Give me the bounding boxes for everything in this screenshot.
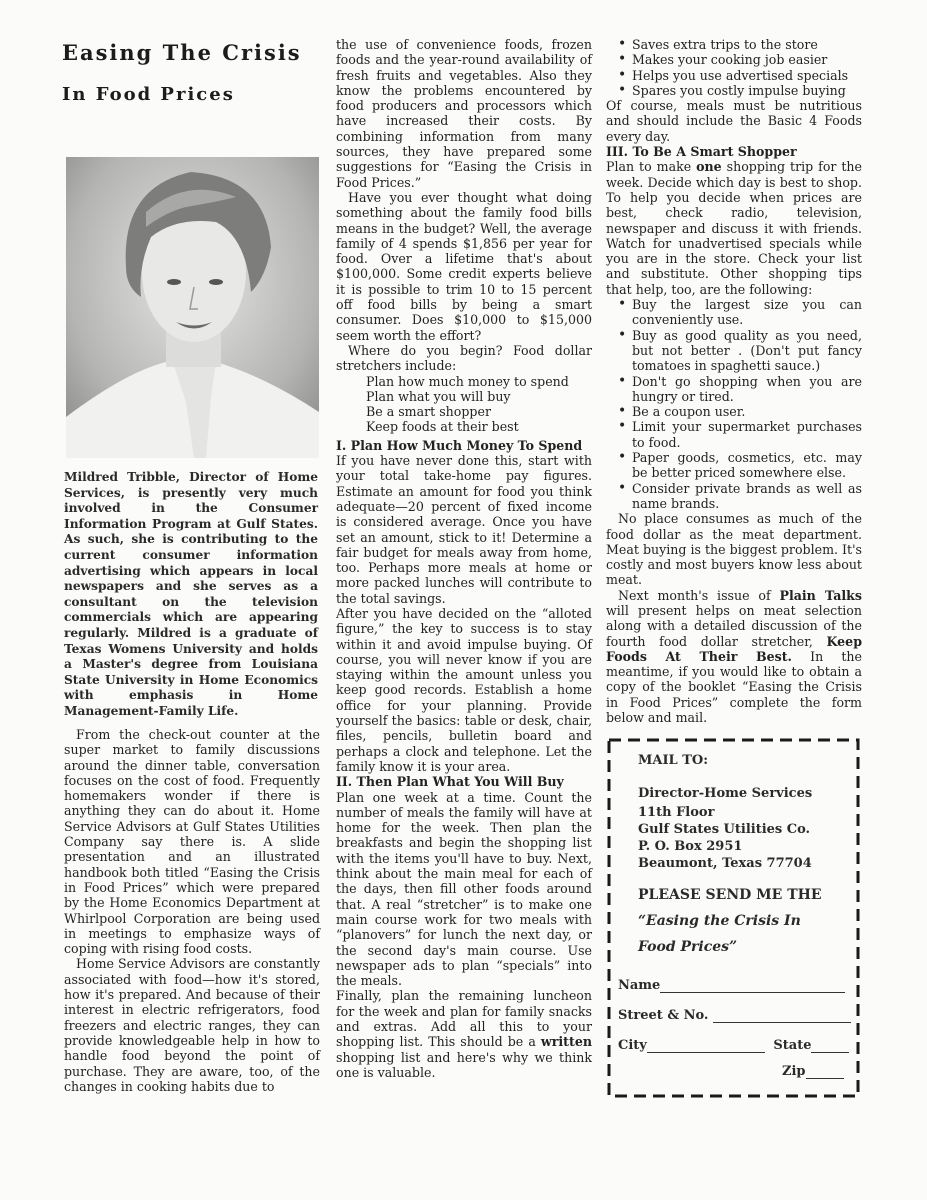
next-month-paragraph: Next month's issue of Plain Talks will present helps on meat selection along with a detailed discussion of the fourth food dollar stretcher, Keep Foods At Their Best. In the meantime, if you would like to obtain a copy of the booklet “Easing the Crisis in Food Prices” complete the form below and mail. [606, 587, 862, 726]
article-title-line1: Easing The Crisis [62, 40, 302, 65]
request-line: PLEASE SEND ME THE [638, 887, 822, 903]
section-heading-1: I. Plan How Much Money To Spend [336, 437, 583, 453]
tip-item: • Paper goods, cosmetics, etc. may be better priced somewhere else. [606, 450, 862, 481]
booklet-title-line1: “Easing the Crisis In [638, 913, 801, 929]
street-label: Street & No. [618, 1008, 709, 1023]
street-input[interactable] [713, 1022, 851, 1023]
reason-item: • Helps you use advertised specials [606, 68, 862, 83]
column-1 [64, 727, 320, 1094]
convenience-paragraph: the use of convenience foods, frozen foods and the year-round availability of fresh fruits and vegetables. Also they know the problems encountered by food producers and processors which have increased their costs. By combining information from many sources, they have prepared some suggestions for “Easing the Crisis in Food Prices.” [336, 37, 592, 190]
stretcher-item: Plan how much money to spend [366, 373, 569, 389]
name-label: Name [618, 978, 661, 993]
shopping-list-reasons [606, 37, 862, 98]
state-label: State [773, 1038, 812, 1053]
emphasis-written: written [540, 1034, 592, 1050]
address-line: Beaumont, Texas 77704 [638, 856, 812, 871]
advisors-paragraph: Home Service Advisors are constantly associated with food—how it's stored, how it's prepared. And because of their interest in electric refrigerators, food freezers and electric ranges, they can provide knowledgeable help in how to handle food beyond the point of purchase. They are aware, too, of the changes in cooking habits due to [64, 956, 320, 1094]
zip-input[interactable] [806, 1078, 844, 1079]
publication-name: Plain Talks [779, 587, 862, 603]
budget-paragraph: Have you ever thought what doing something about the family food bills means in the budget? Well, the average family of 4 spends $1,856 per year for food. Over a lifetime that's about $100,000. Some credit experts believe it is possible to trim 10 to 15 percent off food bills by being a smart consumer. Does $10,000 to $15,000 seem worth the effort? [336, 189, 592, 343]
zip-row [782, 1064, 844, 1079]
shopping-tips-list [606, 297, 862, 511]
address-line: 11th Floor [638, 805, 715, 820]
tip-item: • Don't go shopping when you are hungry or tired. [606, 374, 862, 405]
address-line: Gulf States Utilities Co. [638, 822, 811, 837]
portrait-photo [66, 157, 319, 458]
name-field-row [618, 978, 845, 993]
column-2 [336, 37, 592, 1080]
mail-to-heading: MAIL TO: [638, 753, 709, 768]
plan-money-paragraph: If you have never done this, start with your total take-home pay figures. Estimate an amount for food you think adequate—20 percent of fixed income is considered average. Once you have set an amount, stick to it! Determine a fair budget for meals away from home, too. Perhaps more meals at home or more packed lunches will contribute to the total savings. [336, 453, 592, 606]
meat-paragraph: No place consumes as much of the food dollar as the meat department. Meat buying is the biggest problem. It's costly and most buyers know less about meat. [606, 511, 862, 588]
address-line: P. O. Box 2951 [638, 839, 743, 854]
stretcher-item: Keep foods at their best [366, 419, 519, 435]
stretcher-item: Be a smart shopper [366, 404, 491, 420]
reason-item: • Saves extra trips to the store [606, 37, 862, 52]
begin-paragraph: Where do you begin? Food dollar stretchers include: [336, 342, 592, 374]
smart-shopper-paragraph: Plan to make one shopping trip for the week. Decide which day is best to shop. To help you decide when prices are best, check radio, television, newspaper and discuss it with friends. Watch for unadvertised specials while you are in the store. Check your list and substitute. Other shopping tips that help, too, are the following: [606, 159, 862, 297]
fourth-stretcher: Keep Foods At Their Best. [606, 633, 862, 664]
city-state-row [618, 1038, 849, 1053]
intro-paragraph: From the check-out counter at the super market to family discussions around the dinner table, conversation focuses on the cost of food. Frequently homemakers wonder if there is anything they can do about it. Home Service Advisors at Gulf States Utilities Company say there is. A slide presentation and an illustrated handbook both titled “Easing the Crisis in Food Prices” which were prepared by the Home Economics Department at Whirlpool Corporation are being used in meetings to emphasize ways of coping with rising food costs. [64, 727, 320, 957]
mail-in-coupon[interactable] [606, 737, 861, 1097]
reason-item: • Makes your cooking job easier [606, 52, 862, 67]
photo-caption: Mildred Tribble, Director of Home Services, is presently very much involved in the Consumer Information Program at Gulf States. As such, she is contributing to the current consumer information advertising which appears in local newspapers and she serves as a consultant on the television commercials which are appearing regularly. Mildred is a graduate of Texas Womens University and holds a Master's degree from Louisiana State University in Home Economics with emphasis in Home Management-Family Life. [64, 470, 318, 718]
stretcher-item: Plan what you will buy [366, 388, 511, 404]
address-line: Director-Home Services [638, 786, 813, 801]
emphasis-one: one [696, 159, 722, 175]
portrait-illustration [66, 157, 319, 458]
street-field-row [618, 1008, 851, 1023]
tip-item: • Consider private brands as well as name brands. [606, 481, 862, 512]
tip-item: • Buy as good quality as you need, but not better . (Don't put fancy tomatoes in spaghetti sauce.) [606, 328, 862, 374]
nutrition-paragraph: Of course, meals must be nutritious and should include the Basic 4 Foods every day. [606, 98, 862, 144]
name-input[interactable] [660, 992, 845, 993]
tip-item: • Be a coupon user. [606, 404, 862, 419]
article-title-line2: In Food Prices [62, 84, 235, 105]
state-input[interactable] [811, 1052, 849, 1053]
city-input[interactable] [647, 1052, 765, 1053]
city-label: City [618, 1038, 647, 1053]
plan-buy-paragraph: Plan one week at a time. Count the number of meals the family will have at home for the week. Then plan the breakfasts and begin the shopping list with the items you'll have to buy. Next, think about the main meal for each of the days, then fill other foods around that. A real “stretcher” is to make one main course work for two meals with “planovers” for lunch the next day, or the second day's main course. Use newspaper ads to plan “specials” into the meals. [336, 789, 592, 989]
stretchers-list [336, 374, 592, 435]
finally-paragraph: Finally, plan the remaining luncheon for the week and plan for family snacks and extras. Add all this to your shopping list. This should be a written shopping list and here's why we think one is valuable. [336, 988, 592, 1080]
section-heading-3: III. To Be A Smart Shopper [606, 144, 797, 160]
section-heading-2: II. Then Plan What You Will Buy [336, 774, 564, 790]
tip-item: • Buy the largest size you can conveniently use. [606, 297, 862, 328]
column-3 [606, 37, 862, 725]
booklet-title-line2: Food Prices” [638, 939, 738, 955]
alloted-figure-paragraph: After you have decided on the “alloted figure,” the key to success is to stay within it and avoid impulse buying. Of course, you will never know if you are staying within the amount unless you keep good records. Establish a home office for your planning. Provide yourself the basics: table or desk, chair, files, pencils, bulletin board and perhaps a clock and telephone. Let the family know it is your area. [336, 605, 592, 774]
zip-label: Zip [782, 1064, 806, 1079]
tip-item: • Limit your supermarket purchases to food. [606, 419, 862, 450]
reason-item: • Spares you costly impulse buying [606, 83, 862, 98]
